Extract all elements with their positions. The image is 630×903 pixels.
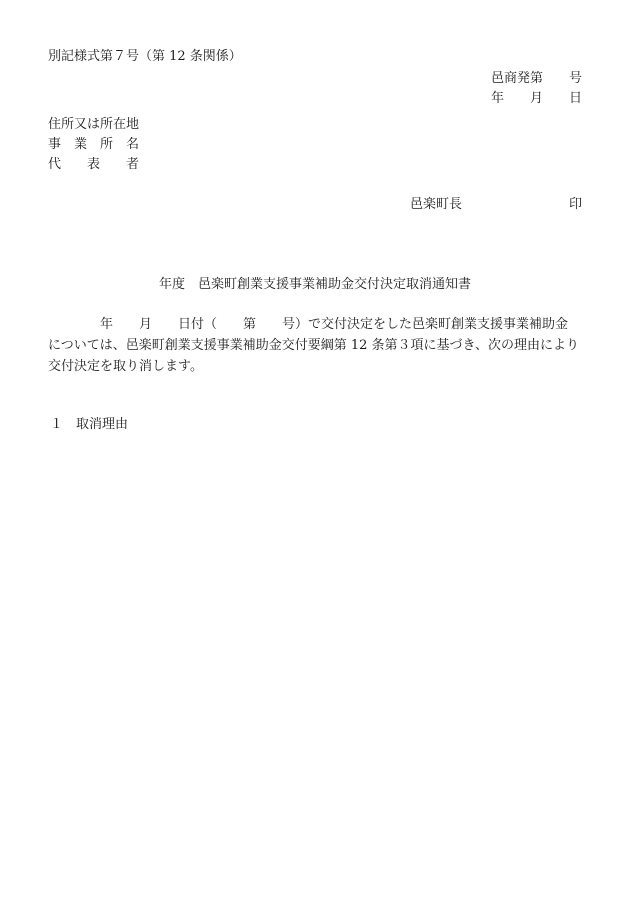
seal-mark: 印: [568, 197, 582, 212]
issuer-name: 邑楽町長: [410, 197, 463, 212]
body-paragraph: [48, 314, 584, 377]
body-line: 年 月 日付（ 第 号）で交付決定をした邑楽町創業支援事業補助金: [48, 317, 569, 332]
reference-number: 邑商発第 号: [490, 71, 582, 86]
form-label: 別記様式第７号（第 12 条関係）: [48, 49, 242, 64]
issuer-block: [410, 196, 582, 214]
section-heading-reason: １ 取消理由: [50, 417, 129, 432]
addressee-address: 住所又は所在地: [48, 117, 140, 132]
addressee-business-name: 事 業 所 名: [48, 137, 140, 152]
issue-date: 年 月 日: [490, 91, 582, 106]
body-line: については、邑楽町創業支援事業補助金交付要綱第 12 条第３項に基づき、次の理由により: [48, 338, 580, 353]
document-title: 年度 邑楽町創業支援事業補助金交付決定取消通知書: [158, 277, 471, 292]
body-line: 交付決定を取り消します。: [48, 359, 203, 374]
addressee-representative: 代 表 者: [48, 157, 140, 172]
